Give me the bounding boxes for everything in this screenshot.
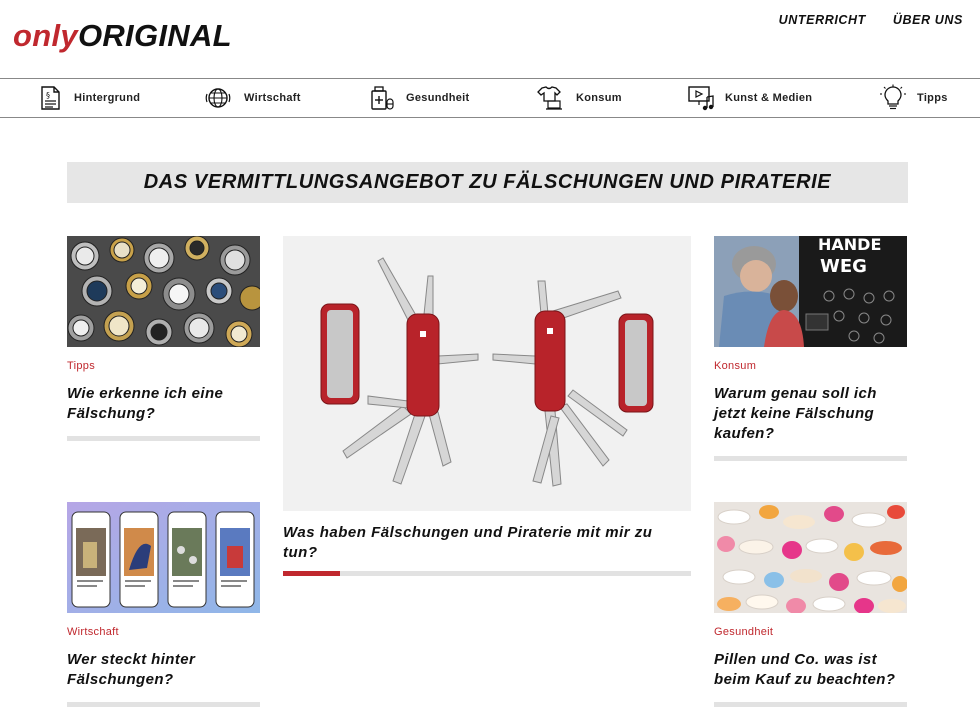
lightbulb-icon <box>879 84 907 112</box>
category-label: Hintergrund <box>74 92 141 104</box>
article-divider <box>714 456 907 461</box>
watches-image <box>67 236 260 347</box>
article-divider <box>67 702 260 707</box>
category-label: Konsum <box>576 92 622 104</box>
article-category-tag: Wirtschaft <box>67 626 119 638</box>
article-category-tag: Gesundheit <box>714 626 774 638</box>
featured-article-title[interactable]: Was haben Fälschungen und Piraterie mit mir zu tun? <box>283 524 653 561</box>
category-wirtschaft[interactable] <box>202 79 301 117</box>
article-category-tag: Konsum <box>714 360 757 372</box>
article-card-wirtschaft[interactable] <box>67 502 260 707</box>
exhibition-sign-line1: HANDE <box>818 236 882 254</box>
category-navigation <box>0 78 980 118</box>
logo-part-original: ORIGINAL <box>77 18 232 53</box>
exhibition-visitors-image <box>714 236 907 347</box>
nav-link-unterricht[interactable]: UNTERRICHT <box>778 13 866 27</box>
page-title: DAS VERMITTLUNGSANGEBOT ZU FÄLSCHUNGEN UND PIRATERIE <box>143 171 832 193</box>
category-konsum[interactable] <box>534 79 622 117</box>
article-card-konsum[interactable] <box>714 236 907 461</box>
category-tipps[interactable] <box>879 79 948 117</box>
article-divider <box>714 702 907 707</box>
pills-image <box>714 502 907 613</box>
article-divider <box>67 436 260 441</box>
logo-part-only: only <box>13 18 78 53</box>
category-hintergrund[interactable] <box>36 79 140 117</box>
article-title[interactable]: Pillen und Co. was ist beim Kauf zu beachten? <box>714 651 896 688</box>
category-label: Wirtschaft <box>244 92 301 104</box>
media-play-note-icon <box>687 84 715 112</box>
social-media-phones-image <box>67 502 260 613</box>
category-label: Gesundheit <box>406 92 470 104</box>
article-category-tag: Tipps <box>67 360 95 372</box>
site-logo[interactable] <box>13 16 232 56</box>
featured-progress-fill <box>283 571 340 576</box>
category-gesundheit[interactable] <box>368 79 470 117</box>
section-banner <box>67 162 908 203</box>
document-paragraph-icon <box>36 84 64 112</box>
article-title[interactable]: Warum genau soll ich jetzt keine Fälschung kaufen? <box>714 385 877 442</box>
article-card-tipps[interactable] <box>67 236 260 441</box>
article-card-gesundheit[interactable] <box>714 502 907 707</box>
article-title[interactable]: Wer steckt hinter Fälschungen? <box>67 651 196 688</box>
category-kunst-medien[interactable] <box>687 79 812 117</box>
category-label: Tipps <box>917 92 948 104</box>
nav-link-ueber-uns[interactable]: ÜBER UNS <box>892 13 963 27</box>
swiss-army-knives-image <box>283 236 691 511</box>
tshirt-laptop-icon <box>534 84 566 112</box>
category-label: Kunst & Medien <box>725 92 813 104</box>
top-navigation <box>779 13 963 27</box>
featured-article[interactable] <box>283 236 691 576</box>
medicine-bottle-icon <box>368 84 396 112</box>
exhibition-sign-line2: WEG <box>820 256 867 277</box>
globe-arrows-icon <box>202 84 234 112</box>
article-title[interactable]: Wie erkenne ich eine Fälschung? <box>67 385 224 422</box>
featured-progress-bar <box>283 571 691 576</box>
svg-text:§: § <box>46 91 50 100</box>
